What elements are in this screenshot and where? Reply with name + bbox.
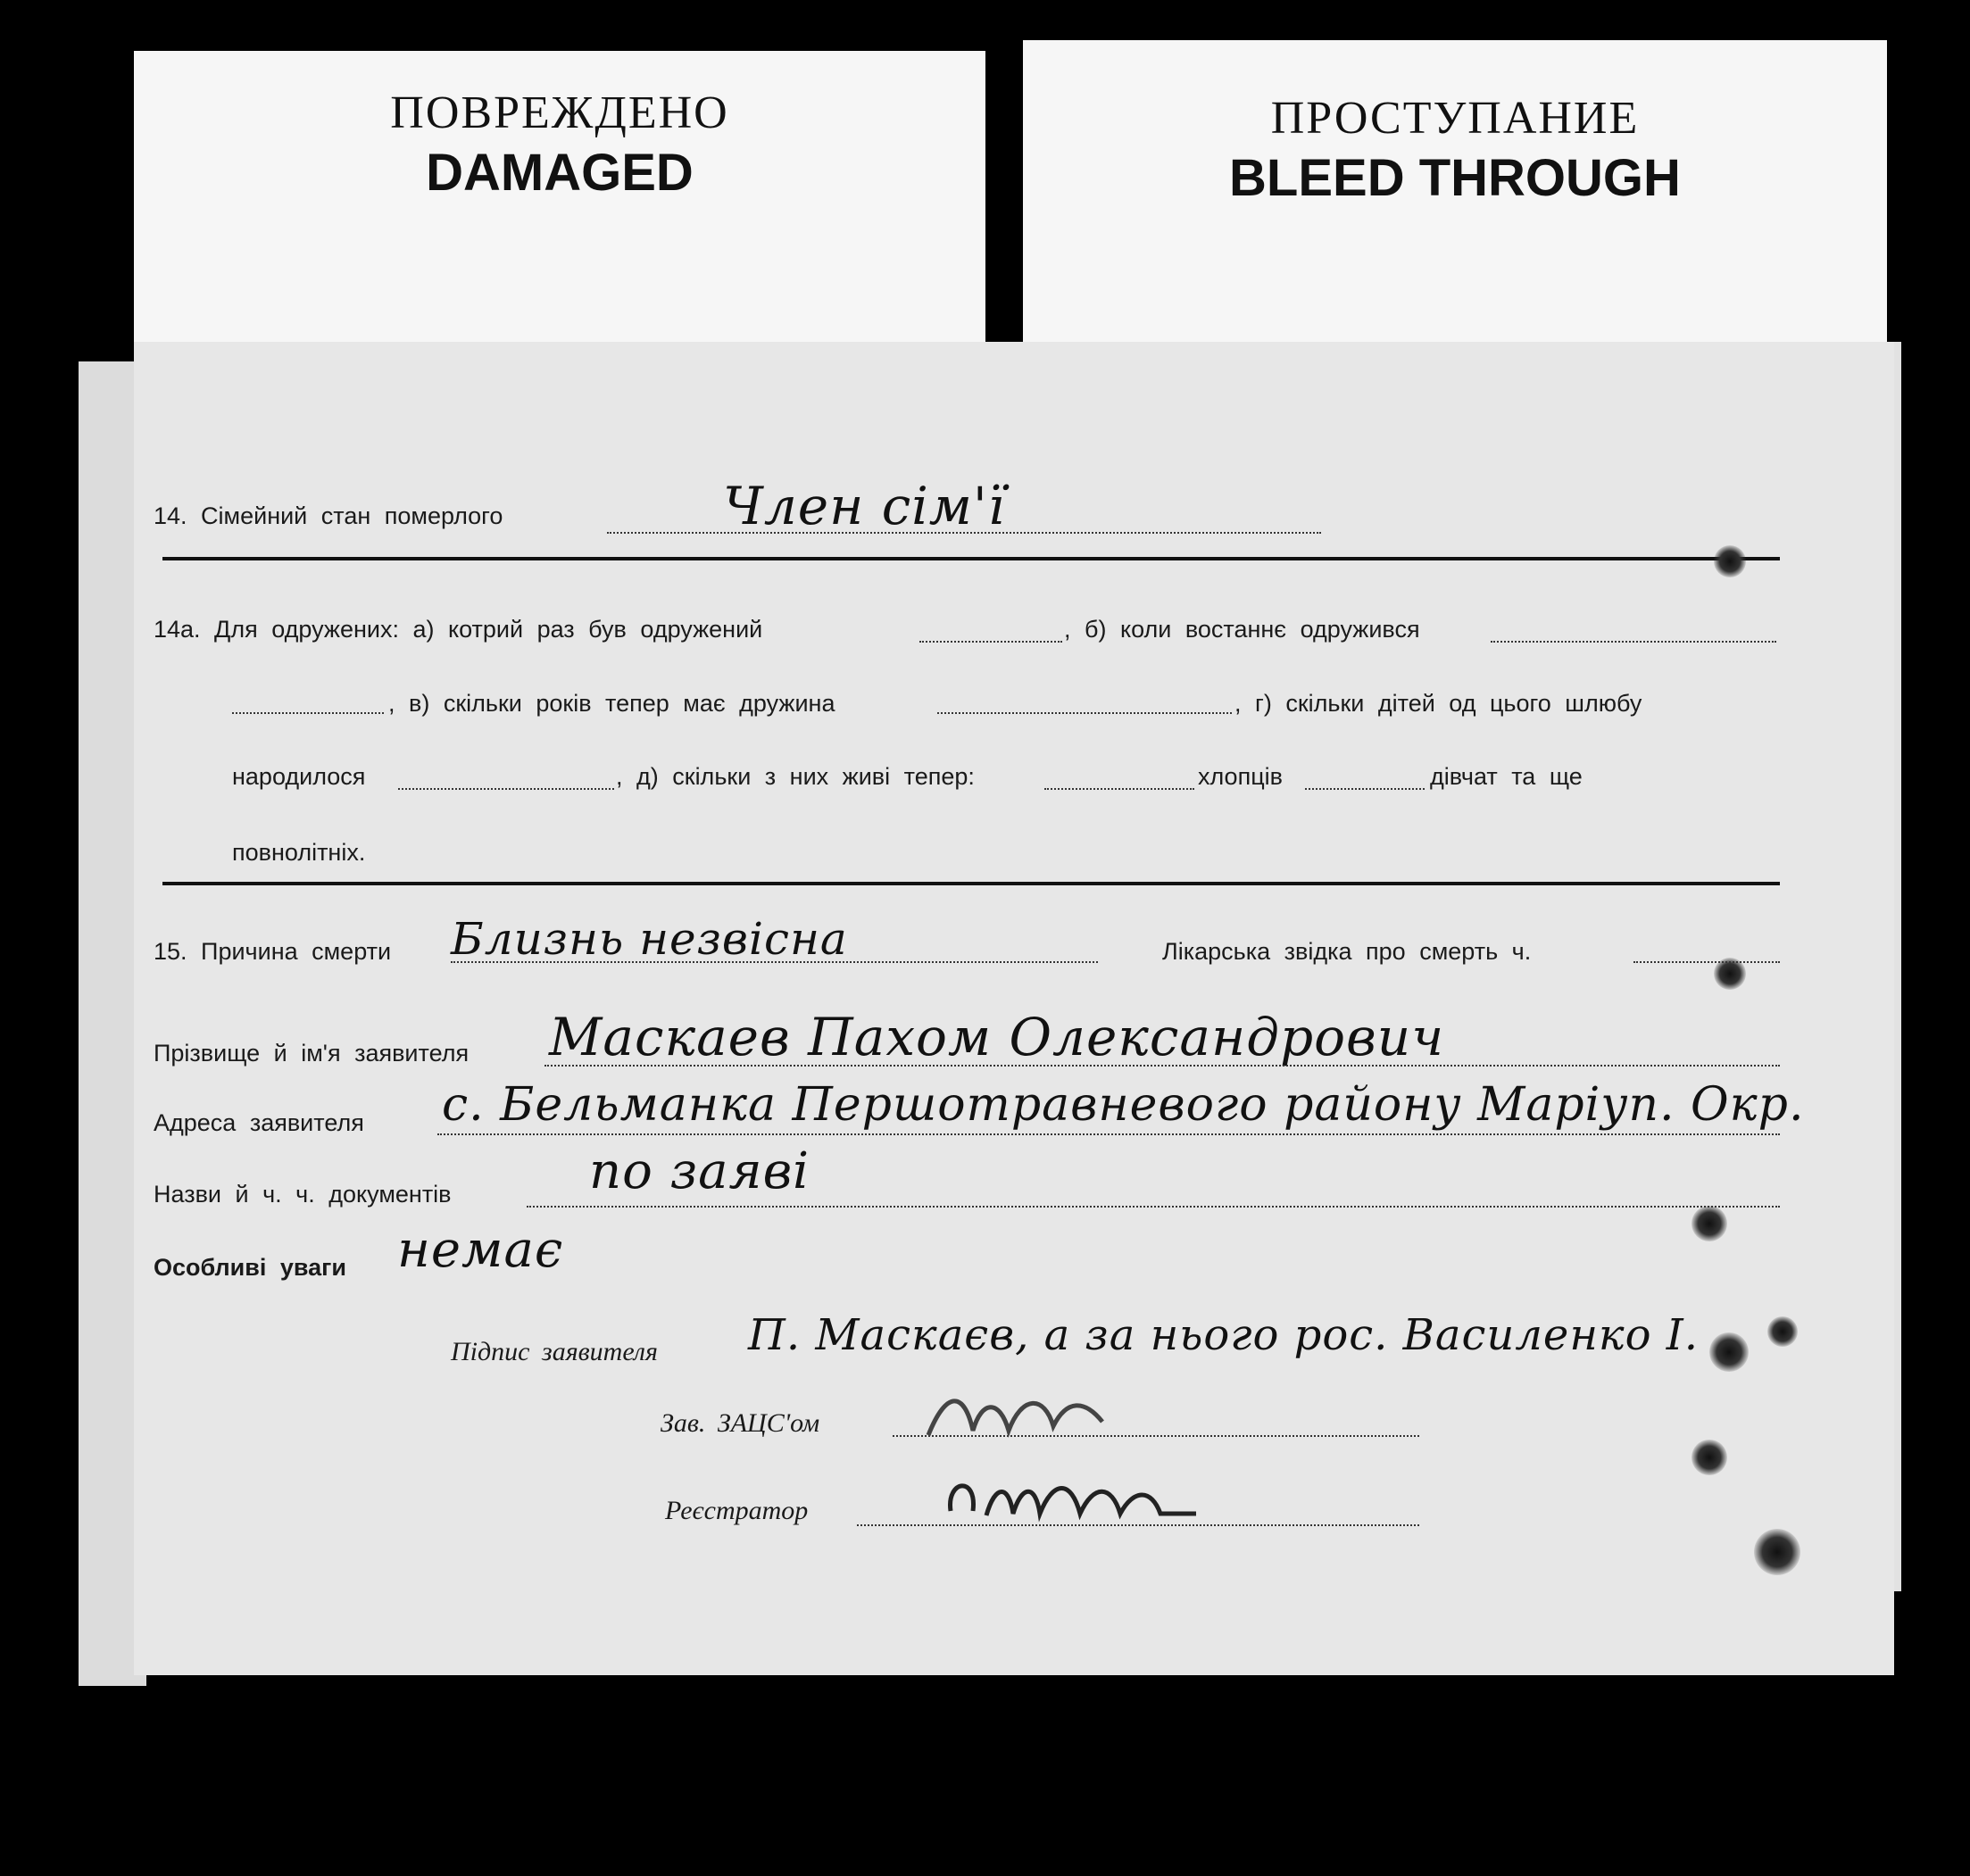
applicant-name-label: Прізвище й ім'я заявителя <box>154 1040 470 1067</box>
documents-line <box>527 1206 1780 1208</box>
field-14a-boys-line <box>1044 788 1194 790</box>
applicant-address-handwritten: с. Бельманка Першотравневого району Маріуп. Окр. <box>442 1078 1805 1132</box>
field-14a-wife-age-line <box>937 712 1232 714</box>
field-14a-girls-line <box>1305 788 1425 790</box>
stain-mark <box>1714 958 1746 990</box>
field-15-handwritten-cause: Близнь незвісна <box>451 913 848 965</box>
stain-mark <box>1767 1316 1798 1347</box>
field-14-handwritten-value: Член сім'ї <box>723 476 1006 536</box>
field-15-dotted-line <box>451 961 1098 963</box>
field-14a-alive-label: , д) скільки з них живі тепер: <box>616 763 975 790</box>
remarks-handwritten: немає <box>397 1221 564 1279</box>
registrar-label: Реєстратор <box>665 1496 809 1525</box>
damaged-notice-card <box>134 51 985 359</box>
field-14a-born-line <box>398 788 614 790</box>
applicant-signature-handwritten: П. Маскаєв, а за нього рос. Василенко І. <box>748 1310 1699 1360</box>
doctor-certificate-label: Лікарська звідка про смерть ч. <box>1162 938 1532 965</box>
stain-mark <box>1692 1440 1727 1475</box>
stain-mark <box>1692 1206 1727 1241</box>
section-divider-2 <box>162 882 1780 885</box>
applicant-name-line <box>544 1065 1780 1067</box>
section-divider-1 <box>162 557 1780 560</box>
field-14-label: 14. Сімейний стан померлого <box>154 502 503 529</box>
damaged-notice-english: DAMAGED <box>426 144 694 202</box>
field-14a-adults-label: повнолітніх. <box>232 839 366 866</box>
doctor-certificate-line <box>1633 961 1780 963</box>
field-14a-born-label: народилося <box>232 763 366 790</box>
zags-head-label: Зав. ЗАЦС'ом <box>661 1408 820 1438</box>
field-14a-last-married-line <box>1491 641 1776 643</box>
field-14a-last-married-label: , б) коли востаннє одружився <box>1064 616 1420 643</box>
documents-label: Назви й ч. ч. документів <box>154 1181 452 1208</box>
zags-head-signature-scribble <box>919 1382 1116 1453</box>
applicant-address-line <box>437 1133 1780 1135</box>
field-14a-label: 14а. Для одружених: а) котрий раз був одружений <box>154 616 763 643</box>
damaged-notice-russian: ПОВРЕЖДЕНО <box>390 87 729 138</box>
death-record-sheet <box>134 342 1894 1675</box>
applicant-signature-label: Підпис заявителя <box>451 1337 658 1366</box>
bleed-through-notice-card <box>1023 40 1887 359</box>
field-14a-boys-label: хлопців <box>1198 763 1284 790</box>
stain-mark <box>1714 545 1746 577</box>
field-14a-girls-label: дівчат та ще <box>1430 763 1583 790</box>
field-14a-times-married-line <box>919 641 1062 643</box>
field-14a-wife-age-label: , в) скільки років тепер має дружина <box>388 690 835 717</box>
field-14a-row2-start-line <box>232 712 384 714</box>
bleed-notice-russian: ПРОСТУПАНИЕ <box>1270 93 1640 144</box>
bleed-notice-english: BLEED THROUGH <box>1229 149 1681 207</box>
registrar-signature-scribble <box>937 1462 1205 1533</box>
remarks-label: Особливі уваги <box>154 1254 346 1281</box>
stain-mark <box>1709 1332 1749 1372</box>
field-15-label: 15. Причина смерти <box>154 938 392 965</box>
stain-mark <box>1754 1529 1800 1575</box>
applicant-name-handwritten: Маскаев Пахом Олександрович <box>549 1007 1445 1067</box>
documents-handwritten: по заяві <box>589 1142 810 1200</box>
field-14a-children-label: , г) скільки дітей од цього шлюбу <box>1234 690 1642 717</box>
applicant-address-label: Адреса заявителя <box>154 1109 364 1136</box>
